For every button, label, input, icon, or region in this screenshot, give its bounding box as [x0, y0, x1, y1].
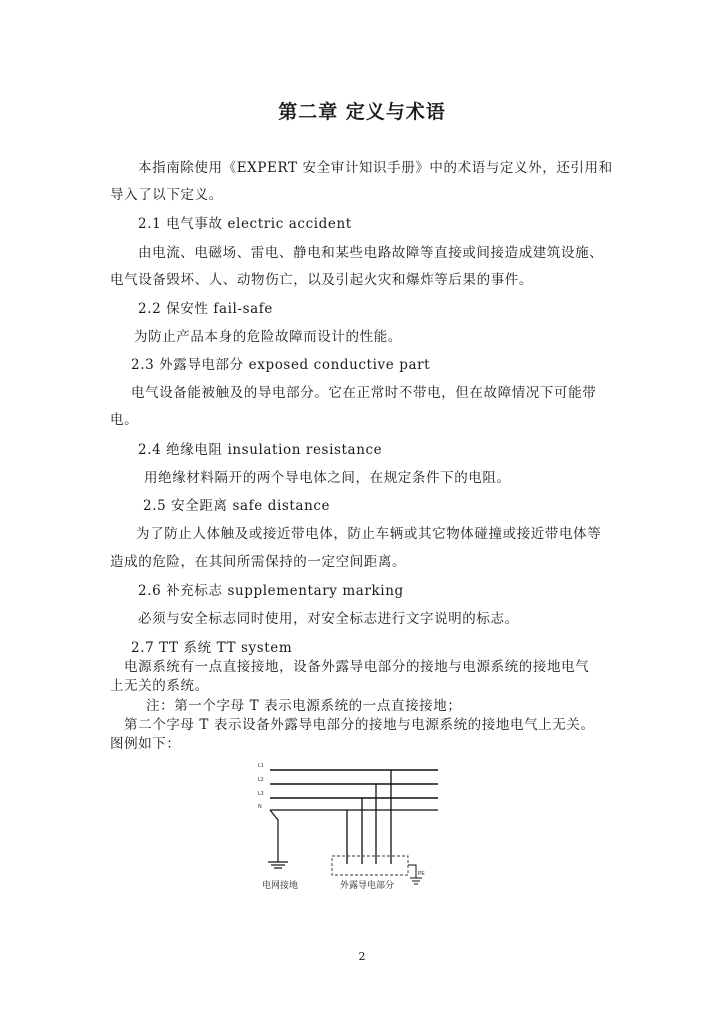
line-label-l1: L1: [258, 763, 264, 769]
line-label-l2: L2: [258, 777, 264, 783]
figure-intro-line: 图例如下：: [110, 736, 181, 752]
section-heading: 2.3 外露导电部分 exposed conductive part: [131, 357, 431, 373]
note-line: 第二个字母 T 表示设备外露导电部分的接地与电源系统的接地电气上无关。: [124, 717, 595, 733]
exposed-part-label: 外露导电部分: [340, 881, 395, 891]
section-body-line: 用绝缘材料隔开的两个导电体之间，在规定条件下的电阻。: [144, 470, 511, 486]
section-heading: 2.1 电气事故 electric accident: [138, 216, 352, 232]
page-number: 2: [358, 950, 366, 963]
intro-line-1: 本指南除使用《EXPERT 安全审计知识手册》中的术语与定义外，还引用和: [138, 160, 613, 176]
chapter-title: 第二章 定义与术语: [278, 101, 446, 123]
section-body-line: 为了防止人体触及或接近带电体，防止车辆或其它物体碰撞或接近带电体等: [136, 526, 602, 542]
line-label-n: N: [258, 804, 262, 810]
pe-lead: [408, 865, 416, 878]
section-body-line: 由电流、电磁场、雷电、静电和某些电路故障等直接或间接造成建筑设施、: [138, 245, 604, 261]
section-heading: 2.5 安全距离 safe distance: [143, 498, 331, 514]
section-heading: 2.4 绝缘电阻 insulation resistance: [138, 442, 383, 458]
section-body-line: 电气设备能被触及的导电部分。它在正常时不带电，但在故障情况下可能带: [131, 385, 597, 401]
section-body-line: 造成的危险，在其间所需保持的一定空间距离。: [110, 554, 407, 570]
section-body-line: 为防止产品本身的危险故障而设计的性能。: [134, 329, 402, 345]
pe-label: PE: [418, 871, 425, 877]
section-body-line: 电源系统有一点直接接地，设备外露导电部分的接地与电源系统的接地电气: [124, 659, 590, 675]
section-heading: 2.7 TT 系统 TT system: [131, 640, 293, 656]
intro-line-2: 导入了以下定义。: [110, 187, 223, 203]
exposed-part-box: [332, 856, 408, 875]
line-label-l3: L3: [258, 791, 264, 797]
note-line: 注：第一个字母 T 表示电源系统的一点直接接地；: [146, 698, 462, 714]
neutral-earth-lead: [270, 810, 278, 862]
section-heading: 2.2 保安性 fail-safe: [138, 301, 273, 317]
section-body-line: 上无关的系统。: [110, 678, 209, 694]
section-body-line: 电。: [110, 412, 139, 428]
section-body-line: 电气设备毁坏、人、动物伤亡，以及引起火灾和爆炸等后果的事件。: [110, 272, 533, 288]
tt-system-diagram: [258, 760, 438, 900]
grid-ground-symbol: [268, 862, 288, 868]
section-heading: 2.6 补充标志 supplementary marking: [138, 583, 404, 599]
grid-earth-label: 电网接地: [262, 881, 299, 891]
pe-ground-symbol: [410, 878, 422, 884]
section-body-line: 必须与安全标志同时使用，对安全标志进行文字说明的标志。: [138, 611, 519, 627]
